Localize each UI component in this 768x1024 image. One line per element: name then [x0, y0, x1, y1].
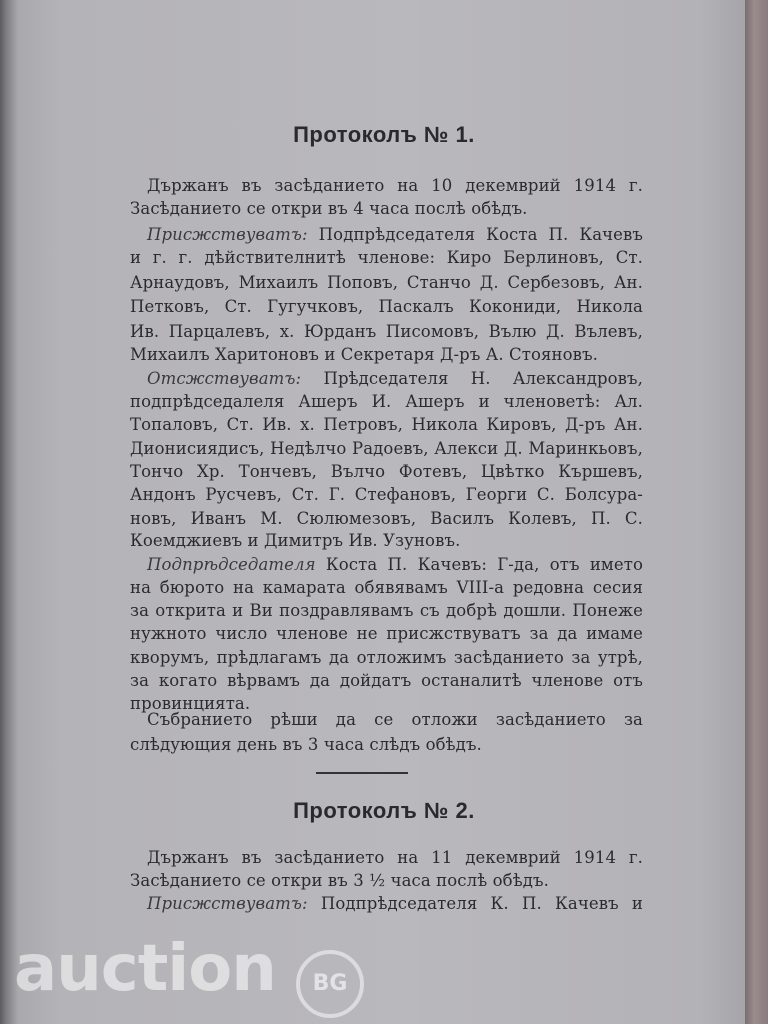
text-line — [130, 671, 643, 691]
text-line — [130, 273, 643, 293]
watermark-badge: BG — [296, 950, 364, 1018]
line-text: и г. г. дѣйствителнитѣ членове: Киро Берлиновъ, Ст. — [130, 248, 643, 267]
italic-lead: Присжствуватъ: — [147, 894, 308, 913]
text-line — [130, 297, 643, 317]
text-line — [147, 848, 643, 868]
text-line — [147, 710, 643, 730]
line-text: Засѣданието се откри въ 4 часа послѣ обѣдъ. — [130, 199, 528, 218]
text-line — [130, 462, 643, 482]
book-edge — [745, 0, 768, 1024]
line-text: Андонъ Русчевъ, Ст. Г. Стефановъ, Георги С. Болсура- — [130, 485, 643, 504]
line-text: подпрѣдседалеля Ашеръ И. Ашеръ и членоветѣ: Ал. — [130, 392, 643, 411]
italic-lead: Подпрѣдседателя — [147, 555, 316, 574]
text-line — [130, 735, 643, 755]
text-line — [130, 485, 643, 505]
text-line — [147, 894, 643, 914]
text-line — [130, 648, 643, 668]
line-text: Ив. Парцалевъ, х. Юрданъ Писомовъ, Вълю Д. Вълевъ, — [130, 322, 643, 341]
line-text: кворумъ, прѣдлагамъ да отложимъ засѣданието за утрѣ, — [130, 648, 643, 667]
text-line — [130, 578, 643, 598]
watermark-logo: auction — [14, 932, 276, 1006]
line-text: Петковъ, Ст. Гугучковъ, Паскалъ Кокониди, Никола — [130, 297, 643, 316]
line-text: нужното число членове не присжствуватъ за да имаме — [130, 624, 643, 643]
text-line — [130, 199, 643, 219]
text-line — [147, 369, 643, 389]
line-text: Арнаудовъ, Михаилъ Поповъ, Станчо Д. Сербезовъ, Ан. — [130, 273, 643, 292]
line-text: Дионисиядисъ, Недѣлчо Радоевъ, Алекси Д. Маринкьовъ, — [130, 439, 643, 458]
line-text: Подпрѣдседателя Коста П. Качевъ — [307, 225, 643, 244]
text-line — [130, 415, 643, 435]
text-line — [130, 439, 643, 459]
line-text: Коемджиевъ и Димитръ Ив. Узуновъ. — [130, 531, 461, 550]
protocol-1-title: Протоколъ № 1. — [293, 122, 475, 147]
line-text: новъ, Иванъ М. Сюлюмезовъ, Василъ Колевъ, П. С. — [130, 509, 643, 528]
text-line — [130, 531, 643, 551]
line-text: Държанъ въ засѣданието на 10 декемврий 1914 г. — [147, 176, 643, 195]
text-line — [130, 601, 643, 621]
protocol-2-title: Протоколъ № 2. — [293, 798, 475, 823]
line-text: Държанъ въ засѣданието на 11 декемврий 1914 г. — [147, 848, 643, 867]
line-text: Засѣданието се откри въ 3 ½ часа послѣ обѣдъ. — [130, 871, 549, 890]
line-text: Събранието рѣши да се отложи засѣданието за — [147, 710, 643, 729]
italic-lead: Присжствуватъ: — [147, 225, 308, 244]
section-divider — [316, 772, 408, 774]
line-text: Прѣдседателя Н. Александровъ, — [301, 369, 643, 388]
line-text: за открита и Ви поздравлявамъ съ добрѣ дошли. Понеже — [130, 601, 643, 620]
text-line — [130, 345, 643, 365]
text-line — [147, 555, 643, 575]
text-line — [130, 624, 643, 644]
line-text: Михаилъ Харитоновъ и Секретаря Д-ръ А. Стояновъ. — [130, 345, 599, 364]
text-line — [147, 176, 643, 196]
line-text: Тончо Хр. Тончевъ, Вълчо Фотевъ, Цвѣтко Кършевъ, — [130, 462, 643, 481]
line-text: за когато вѣрвамъ да дойдатъ останалитѣ членове отъ — [130, 671, 643, 690]
text-line — [130, 509, 643, 529]
line-text: провинцията. — [130, 694, 251, 713]
line-text: Коста П. Качевъ: Г-да, отъ името — [315, 555, 643, 574]
line-text: Топаловъ, Ст. Ив. х. Петровъ, Никола Кировъ, Д-ръ Ан. — [130, 415, 643, 434]
line-text: на бюрото на камарата обявявамъ VIII-а редовна сесия — [130, 578, 643, 597]
text-line — [130, 322, 643, 342]
line-text: Подпрѣдседателя К. П. Качевъ и — [307, 894, 643, 913]
text-line — [147, 225, 643, 245]
text-line — [130, 392, 643, 412]
text-line — [130, 248, 643, 268]
italic-lead: Отсжствуватъ: — [147, 369, 302, 388]
line-text: слѣдующия день въ 3 часа слѣдъ обѣдъ. — [130, 735, 482, 754]
text-line — [130, 871, 643, 891]
